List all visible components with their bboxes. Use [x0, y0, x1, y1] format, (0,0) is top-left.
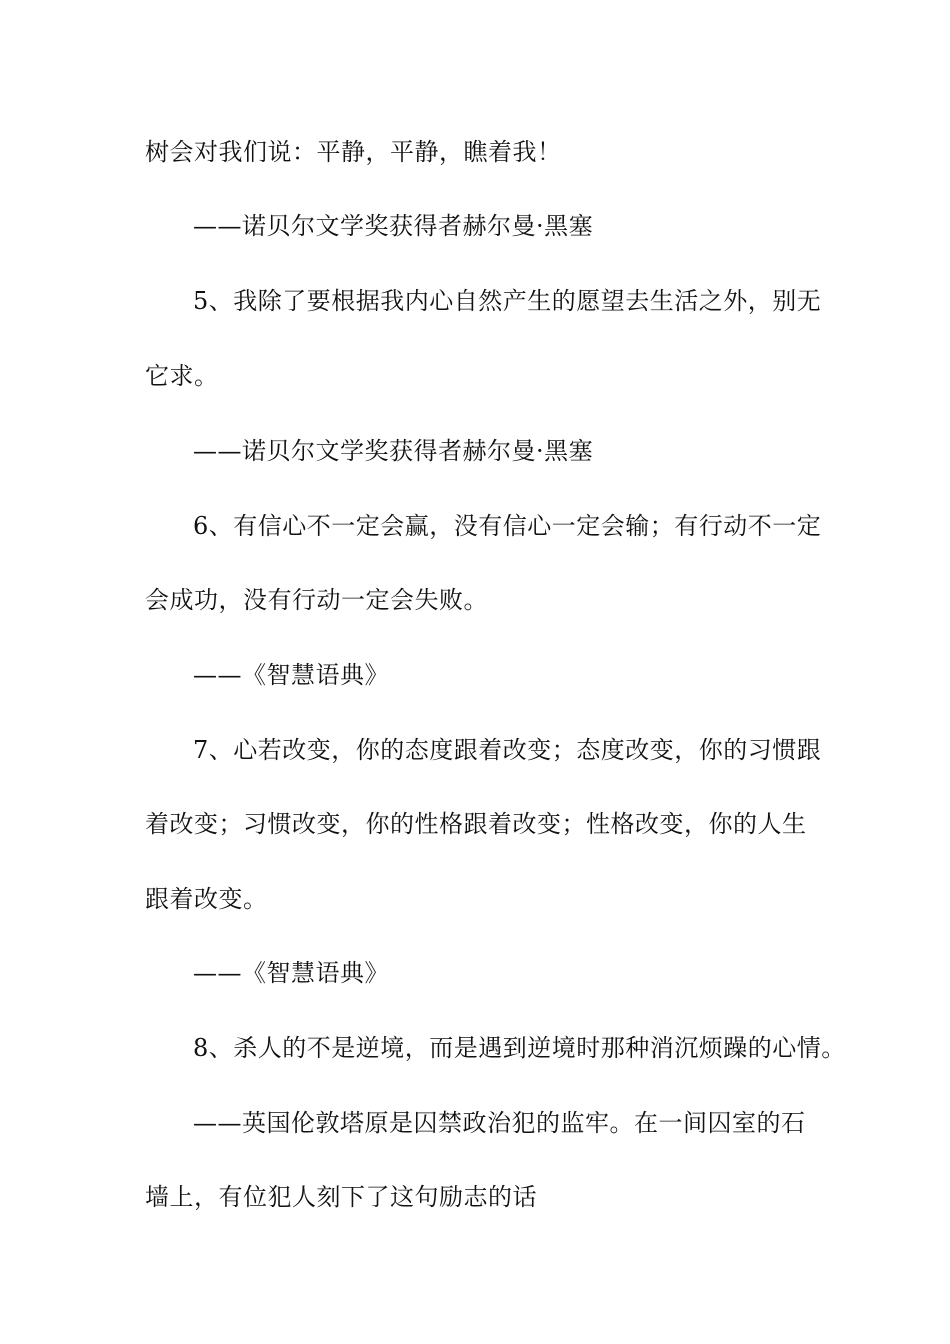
quote-5-line-2: 它求。 — [145, 362, 219, 390]
quote-6-line-2: 会成功，没有行动一定会失败。 — [145, 586, 488, 614]
quote-6-line-1: 6、有信心不一定会赢，没有信心一定会输；有行动不一定 — [193, 512, 822, 540]
quote-7-line-1: 7、心若改变，你的态度跟着改变；态度改变，你的习惯跟 — [193, 736, 822, 764]
quote-7-line-2: 着改变；习惯改变，你的性格跟着改变；性格改变，你的人生 — [145, 810, 807, 838]
attribution-line: ——《智慧语典》 — [193, 959, 389, 987]
paragraph-line: 树会对我们说：平静，平静，瞧着我！ — [145, 138, 562, 166]
attribution-line: ——《智慧语典》 — [193, 661, 389, 689]
quote-7-line-3: 跟着改变。 — [145, 885, 268, 913]
quote-8-line-1: 8、杀人的不是逆境，而是遇到逆境时那种消沉烦躁的心情。 — [193, 1034, 846, 1062]
quote-5-line-1: 5、我除了要根据我内心自然产生的愿望去生活之外，别无 — [193, 287, 822, 315]
attribution-line: ——诺贝尔文学奖获得者赫尔曼·黑塞 — [193, 437, 594, 465]
attribution-line: ——英国伦敦塔原是囚禁政治犯的监牢。在一间囚室的石 — [193, 1109, 806, 1137]
attribution-line: ——诺贝尔文学奖获得者赫尔曼·黑塞 — [193, 212, 594, 240]
attribution-line-2: 墙上，有位犯人刻下了这句励志的话 — [145, 1183, 537, 1211]
